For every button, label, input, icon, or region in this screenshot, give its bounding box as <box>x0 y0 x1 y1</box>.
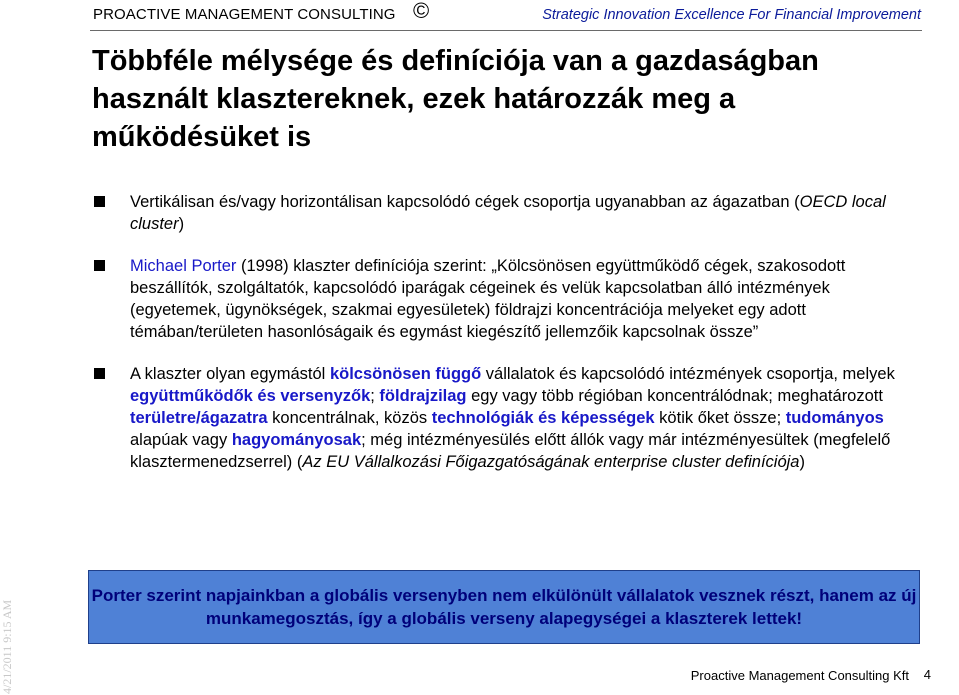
brand-name: PROACTIVE MANAGEMENT CONSULTING <box>93 6 396 23</box>
highlight-term: technológiák és képességek <box>431 409 655 427</box>
square-bullet-icon <box>94 260 105 271</box>
bullet-list <box>93 191 913 473</box>
bullet-item-porter: Michael Porter (1998) klaszter definíciója szerint: „Kölcsönösen együttműködő cégek, szakosodott beszállítók, szolgáltatók, kapcsolódó iparágak cégeinek és velük kapcsolatban álló intézmények (egyetemek, ügynökségek, szakmai egyesületek) földrajzi koncentrációja melyeket egy adott témában/területen hasonlóságaik és egymást kiegészítő jellemzőik kapcsolnak össze” <box>93 255 913 343</box>
footer-timestamp: 4/21/2011 9:15 AM <box>0 599 14 694</box>
highlight-term: területre/ágazatra <box>130 409 268 427</box>
footer-company: Proactive Management Consulting Kft <box>690 668 909 683</box>
bullet-item-eu-definition: A klaszter olyan egymástól kölcsönösen függő vállalatok és kapcsolódó intézmények csoportja, melyek együttműködők és versenyzők; földrajzilag egy vagy több régióban koncentrálódnak; meghatározott területre/ágazatra koncentrálnak, közös technológiák és képességek kötik őket össze; tudományos alapúak vagy hagyományosak; még intézményesülés előtt állók vagy már intézményesültek (megfelelő klasztermenedzserrel) (Az EU Vállalkozási Főigazgatóságának enterprise cluster definíciója) <box>93 363 913 473</box>
copyright-icon: © <box>413 0 430 23</box>
square-bullet-icon <box>94 196 105 207</box>
bullet-item-oecd: Vertikálisan és/vagy horizontálisan kapcsolódó cégek csoportja ugyanabban az ágazatban (OECD local cluster) <box>93 191 913 235</box>
page-number: 4 <box>923 667 931 682</box>
highlight-term: hagyományosak <box>231 431 362 449</box>
header-divider <box>90 30 922 31</box>
slide-title: Többféle mélysége és definíciója van a gazdaságban használt klasztereknek, ezek határozzák meg a működésüket is <box>92 45 819 153</box>
highlight-term: kölcsönösen függő <box>329 365 482 383</box>
highlight-porter: Michael Porter <box>130 257 237 275</box>
highlight-term: földrajzilag <box>379 387 467 405</box>
callout-box <box>88 570 920 644</box>
highlight-term: együttműködők és versenyzők <box>130 387 371 405</box>
callout-text: Porter szerint napjainkban a globális versenyben nem elkülönült vállalatok vesznek részt, hanem az új munkamegosztás, így a globális verseny alapegységei a klaszterek lettek! <box>91 586 917 628</box>
slide-header <box>0 0 959 30</box>
square-bullet-icon <box>94 368 105 379</box>
highlight-term: tudományos <box>785 409 884 427</box>
tagline: Strategic Innovation Excellence For Financial Improvement <box>542 7 921 23</box>
